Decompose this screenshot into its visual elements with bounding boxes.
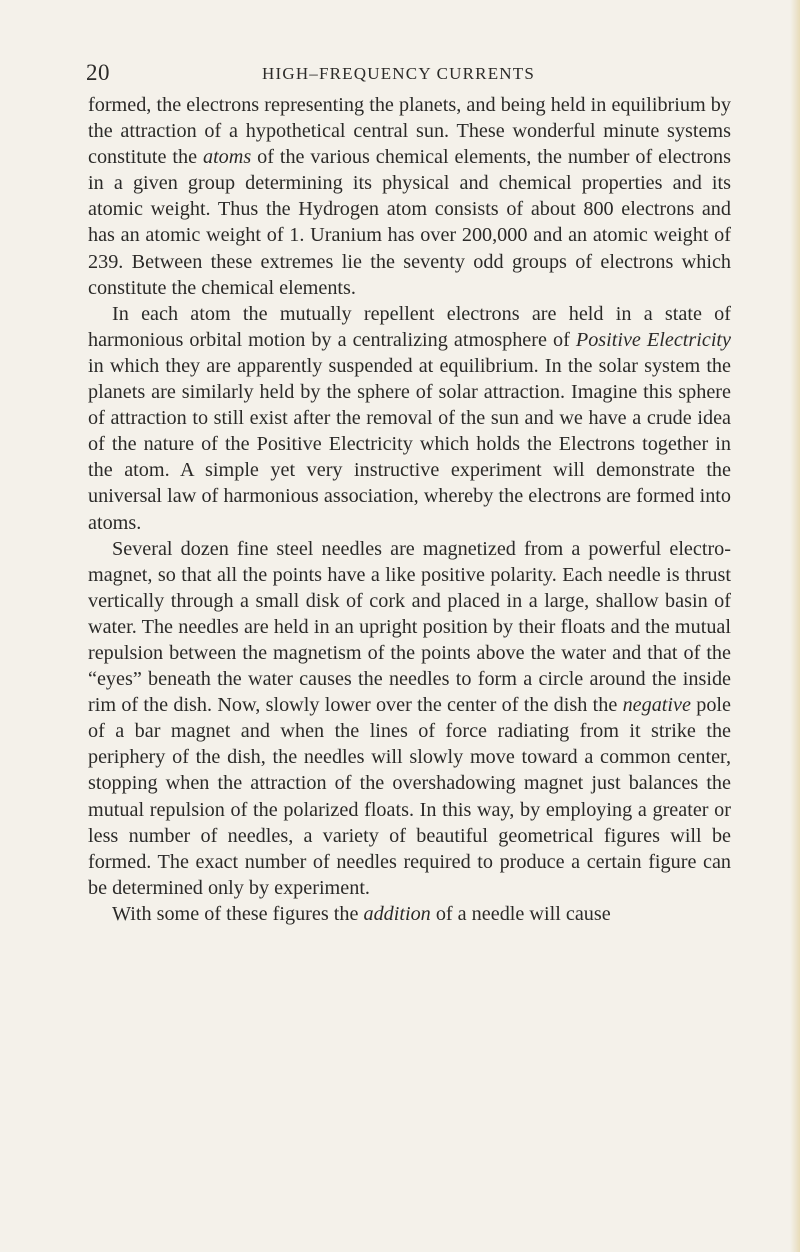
paragraph-text: of the various chemical elements, the number of electrons in a given group determining its physical and chemical properties and its atomic weight. Thus the Hydrogen atom consists of about 800 electrons and has an atomic weight of 1. Uranium has over 200,000 and an atomic weight of 239. Between these extremes lie the seventy odd groups of electrons which constitute the chemical elements. bbox=[88, 146, 731, 299]
emphasized-term: negative bbox=[622, 694, 691, 717]
page-header bbox=[86, 58, 734, 92]
paragraph-1 bbox=[88, 92, 731, 301]
emphasized-term: Positive Electricity bbox=[575, 328, 732, 351]
paragraph-text: With some of these figures the bbox=[112, 902, 364, 925]
paragraph-text: in which they are apparently suspended at equilibrium. In the solar system the planets are similarly held by the sphere of solar attraction. Imagine this sphere of attraction to still exist after the removal of the sun and we have a crude idea of the nature of the Positive Electricity which holds the Electrons together in the atom. A simple yet very instructive experiment will demonstrate the universal law of harmonious association, whereby the electrons are formed into atoms. bbox=[88, 354, 731, 534]
paragraph-text: In each atom the mutually repellent electrons are held in a state of harmonious orbital motion by a centralizing atmosphere of bbox=[88, 302, 731, 351]
paragraph-text: pole of a bar magnet and when the lines of force radiating from it strike the periphery of the dish, the needles will slowly move toward a common center, stopping when the attraction of the overshadowing magnet just balances the mutual repulsion of the polarized floats. In this way, by employing a greater or less number of needles, a variety of beautiful geometrical figures will be formed. The exact number of needles required to produce a certain figure can be determined only by experiment. bbox=[88, 694, 731, 899]
page-number: 20 bbox=[86, 60, 110, 85]
paragraph-text: of a needle will cause bbox=[430, 902, 611, 925]
paragraph-4 bbox=[88, 901, 731, 927]
paragraph-2 bbox=[88, 301, 731, 536]
paragraph-text: Several dozen fine steel needles are magnetized from a powerful electro-magnet, so that all the points have a like positive polarity. Each needle is thrust vertically through a small disk of cork and placed in a large, shallow basin of water. The needles are held in an upright position by their floats and the mutual repulsion between the magnetism of the points above the water and that of the “eyes” beneath the water causes the needles to form a circle around the inside rim of the dish. Now, slowly lower over the center of the dish the bbox=[88, 537, 731, 717]
body-text bbox=[88, 92, 731, 927]
emphasized-term: atoms bbox=[202, 146, 252, 169]
page-edge-shading bbox=[790, 0, 800, 1252]
paragraph-3 bbox=[88, 536, 731, 901]
paragraph-text: formed, the electrons representing the planets, and being held in equilibrium by the attraction of a hypothetical central sun. These wonderful minute systems constitute the bbox=[88, 94, 731, 169]
emphasized-term: addition bbox=[363, 902, 431, 925]
running-head: HIGH–FREQUENCY CURRENTS bbox=[262, 64, 536, 83]
